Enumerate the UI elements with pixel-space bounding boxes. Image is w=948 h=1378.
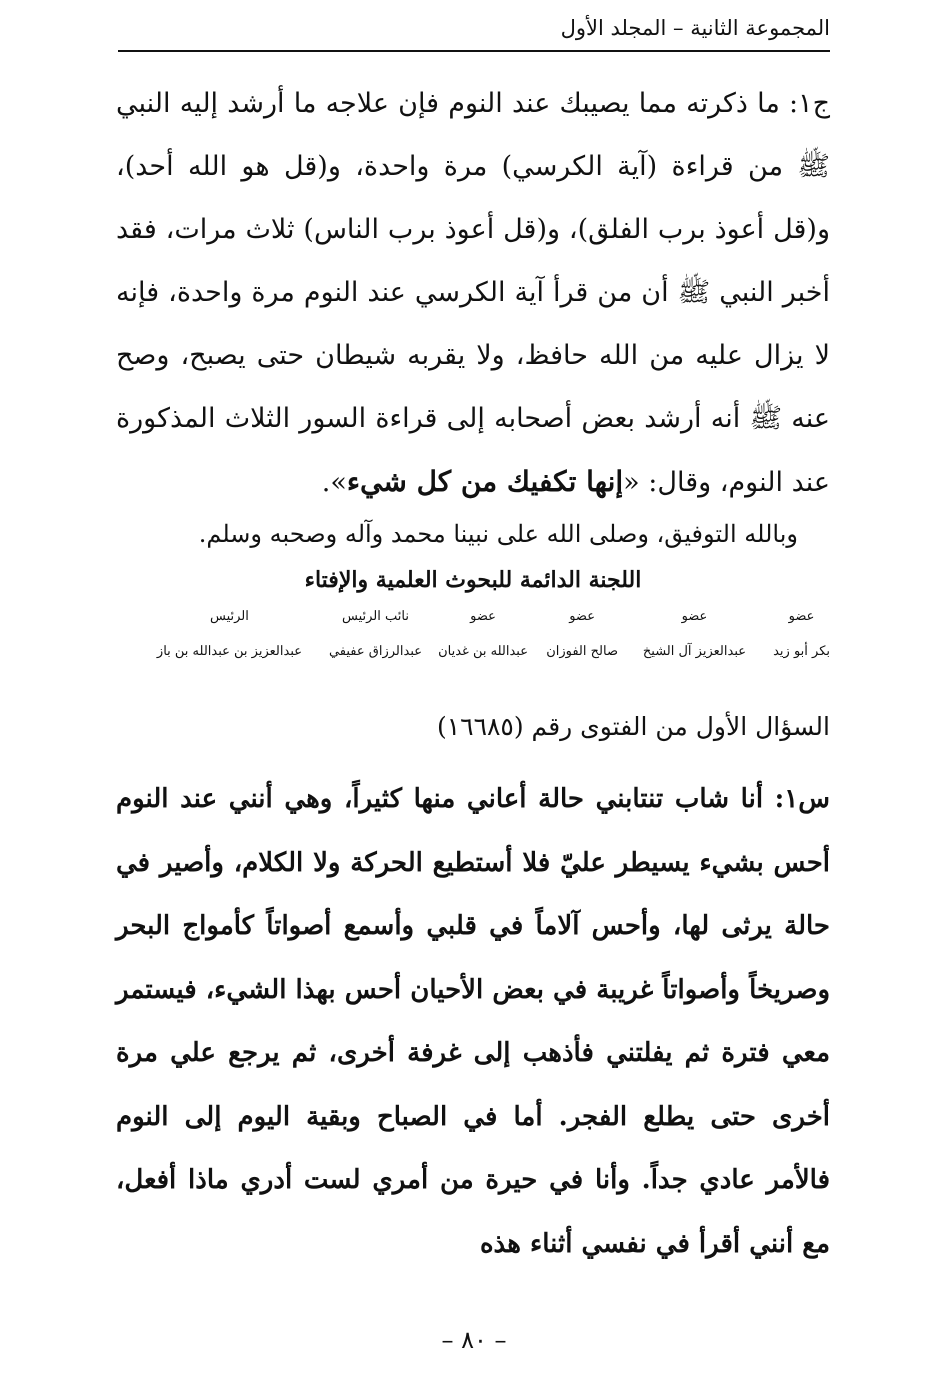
signatories [116, 606, 830, 676]
signatory-role: عضو [569, 609, 595, 624]
signatory [329, 606, 422, 664]
question-heading: السؤال الأول من الفتوى رقم (١٦٦٨٥) [436, 712, 830, 741]
signatory-role: عضو [681, 609, 708, 624]
signatory [438, 606, 528, 664]
signatory-name: عبدالله بن غديان [438, 644, 528, 659]
running-header [118, 10, 830, 52]
signatory-role: عضو [470, 609, 496, 624]
running-title: المجموعة الثانية – المجلد الأول [551, 10, 830, 46]
signatory [773, 606, 830, 664]
answer-text: ج١: ما ذكرته مما يصيبك عند النوم فإن علاجه ما أرشد إليه النبي ﷺ من قراءة (آية الكرسي) مرة واحدة، و(قل هو الله أحد)، و(قل أعوذ برب الفلق)، و(قل أعوذ برب الناس) ثلاث مرات، فقد أخبر النبي ﷺ أن من قرأ آية الكرسي عند النوم مرة واحدة، فإنه لا يزال عليه من الله حافظ، ولا يقربه شيطان حتى يصبح، وصح عنه ﷺ أنه أرشد بعض أصحابه إلى قراءة السور الثلاث المذكورة عند النوم، وقال: « [116, 88, 830, 498]
page-number: – ٨٠ – [441, 1326, 507, 1354]
signatory-name: عبدالعزيز آل الشيخ [642, 644, 746, 659]
signatory-role: نائب الرئيس [342, 609, 409, 624]
signatory-name: عبدالعزيز بن عبدالله بن باز [156, 644, 302, 659]
signatory-name: عبدالرزاق عفيفي [328, 644, 422, 659]
signatory-name: بكر أبو زيد [773, 644, 830, 659]
hadith-quote: إنها تكفيك من كل شيء [346, 465, 624, 498]
signatory-role: عضو [788, 609, 815, 624]
signatory [643, 606, 746, 664]
signatory-name: صالح الفوزان [546, 644, 618, 659]
answer-paragraph [116, 72, 830, 514]
committee-title: اللجنة الدائمة للبحوث العلمية والإفتاء [304, 567, 642, 593]
answer-text-end: ». [321, 467, 347, 498]
closing-formula: وبالله التوفيق، وصلى الله على نبينا محمد وآله وصحبه وسلم. [198, 520, 798, 548]
question-paragraph: س١: أنا شاب تنتابني حالة أعاني منها كثيراً، وهي أنني عند النوم أحس بشيء يسيطر عليّ فلا أستطيع الحركة ولا الكلام، وأصير في حالة يرثى لها، وأحس آلاماً في قلبي وأسمع أصواتاً كأمواج البحر وصريخاً وأصواتاً غريبة في بعض الأحيان أحس بهذا الشيء، فيستمر معي فترة ثم يفلتني فأذهب إلى غرفة أخرى، ثم يرجع علي مرة أخرى حتى يطلع الفجر. أما في الصباح وبقية اليوم إلى النوم فالأمر عادي جداً. وأنا في حيرة من أمري لست أدري ماذا أفعل، مع أنني أقرأ في نفسي أثناء هذه [116, 784, 830, 1259]
signatory-role: الرئيس [210, 609, 249, 624]
signatory [546, 606, 618, 664]
signatory [157, 606, 302, 664]
